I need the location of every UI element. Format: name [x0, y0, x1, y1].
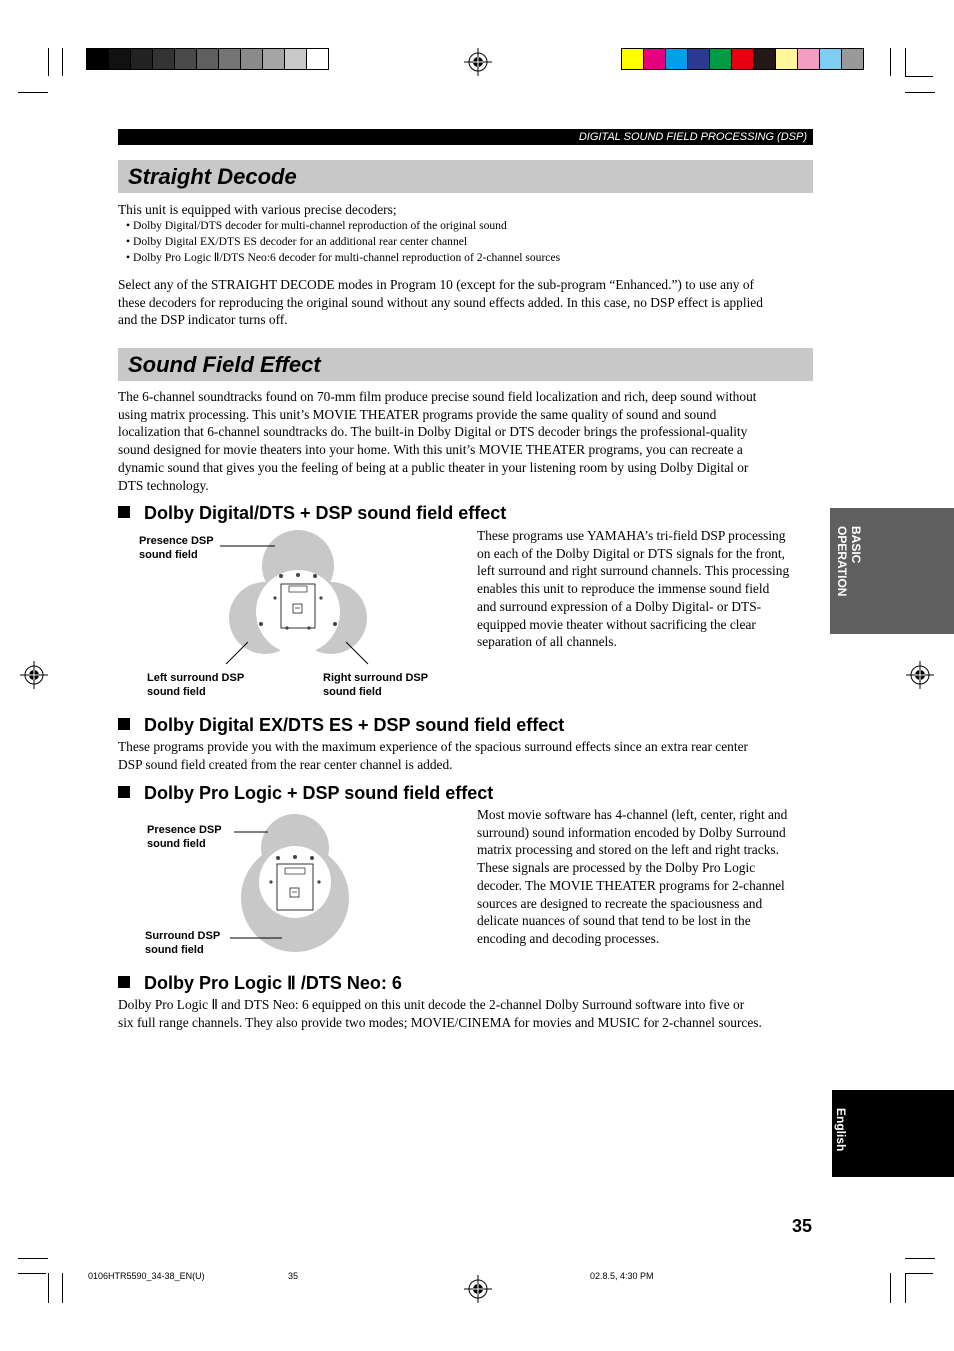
- sound-field-effect-title-bar: [118, 348, 813, 381]
- english-tab: [832, 1090, 954, 1177]
- color-swatch: [754, 49, 776, 69]
- color-swatch: [842, 49, 863, 69]
- straight-decode-paragraph: Select any of the STRAIGHT DECODE modes in Program 10 (except for the sub-program “Enhanced.”) to use any of these decoders for reproducing the original sound without any sound effects added. In this case, no DSP effect is applied and the DSP indicator turns off.: [118, 277, 763, 328]
- color-swatch: [710, 49, 732, 69]
- prologic2-heading: Dolby Pro Logic Ⅱ /DTS Neo: 6: [118, 972, 402, 994]
- footer-page: 35: [288, 1271, 299, 1281]
- diagram-leader-lines: [220, 540, 380, 670]
- square-bullet-icon: [118, 506, 130, 518]
- straight-decode-title-bar: [118, 160, 813, 193]
- color-swatch: [153, 49, 175, 69]
- color-bar: [621, 48, 864, 70]
- color-swatch: [131, 49, 153, 69]
- crop-mark: [905, 92, 935, 93]
- dd-dts-heading: Dolby Digital/DTS + DSP sound field effect: [118, 502, 506, 524]
- crop-mark: [62, 48, 63, 76]
- registration-target-icon: [464, 48, 492, 76]
- registration-target-icon: [906, 661, 934, 689]
- color-swatch: [644, 49, 666, 69]
- color-swatch: [307, 49, 328, 69]
- grayscale-bar: [86, 48, 329, 70]
- color-swatch: [798, 49, 820, 69]
- color-swatch: [732, 49, 754, 69]
- straight-decode-title: Straight Decode: [128, 164, 297, 189]
- square-bullet-icon: [118, 976, 130, 988]
- dd-ex-paragraph: These programs provide you with the maximum experience of the spacious surround effects since an extra rear center DSP sound field created from the rear center channel is added.: [118, 739, 748, 772]
- dd-ex-heading: Dolby Digital EX/DTS ES + DSP sound field effect: [118, 714, 564, 736]
- registration-target-icon: [20, 661, 48, 689]
- color-swatch: [197, 49, 219, 69]
- color-swatch: [688, 49, 710, 69]
- basic-operation-tab-label: BASIC OPERATION: [835, 526, 863, 597]
- footer-file-name: 0106HTR5590_34-38_EN(U): [88, 1271, 205, 1281]
- color-swatch: [285, 49, 307, 69]
- right-surround-dsp-label: Right surround DSP sound field: [323, 672, 429, 698]
- diagram-leader-lines: [230, 826, 290, 942]
- prologic-heading: Dolby Pro Logic + DSP sound field effect: [118, 782, 493, 804]
- crop-mark: [905, 1273, 933, 1274]
- page-number: 35: [792, 1216, 813, 1236]
- color-swatch: [175, 49, 197, 69]
- section-header-strip: [118, 129, 813, 145]
- crop-mark: [48, 1273, 49, 1303]
- decoder-list-item: • Dolby Pro Logic Ⅱ/DTS Neo:6 decoder for multi-channel reproduction of 2-channel sources: [126, 251, 561, 264]
- crop-mark: [18, 1273, 46, 1274]
- crop-mark: [890, 48, 891, 76]
- color-swatch: [666, 49, 688, 69]
- crop-mark: [890, 1273, 891, 1303]
- crop-mark: [905, 1273, 906, 1303]
- color-swatch: [219, 49, 241, 69]
- surround-dsp-label: Surround DSP sound field: [145, 930, 221, 956]
- crop-mark: [62, 1273, 63, 1303]
- color-swatch: [820, 49, 842, 69]
- decoder-list-item: • Dolby Digital EX/DTS ES decoder for an additional rear center channel: [126, 235, 468, 248]
- sound-field-effect-paragraph: The 6-channel soundtracks found on 70-mm film produce precise sound field localization and rich, deep sound without using matrix processing. This unit’s MOVIE THEATER programs provide the same quality of sound and sound localization that 6-channel soundtracks do. The built-in Dolby Digital or DTS decoder brings the professional-quality sound designed for movie theaters into your home. With this unit’s MOVIE THEATER programs, you can recreate a dynamic sound that gives you the feeling of being at a public theater in your listening room by using Dolby Digital or DTS technology.: [118, 389, 757, 493]
- prologic-description: Most movie software has 4-channel (left, center, right and surround) sound information encoded by Dolby Surround matrix processing and stored on the left and right tracks. These signals are processed by the Dolby Pro Logic decoder. The MOVIE THEATER programs for 2-channel sources are designed to recreate the spaciousness and delicate nuances of sound that tend to be lost in the encoding and decoding processes.: [477, 807, 788, 946]
- left-surround-dsp-label: Left surround DSP sound field: [147, 672, 245, 698]
- presence-dsp-label: Presence DSP sound field: [139, 535, 214, 561]
- square-bullet-icon: [118, 786, 130, 798]
- color-swatch: [622, 49, 644, 69]
- registration-target-icon: [464, 1275, 492, 1303]
- decoder-list-item: • Dolby Digital/DTS decoder for multi-channel reproduction of the original sound: [126, 219, 507, 232]
- crop-mark: [905, 76, 933, 77]
- footer-date: 02.8.5, 4:30 PM: [590, 1271, 654, 1281]
- square-bullet-icon: [118, 718, 130, 730]
- decoder-list: [126, 218, 560, 266]
- dd-dts-description: These programs use YAMAHA’s tri-field DSP processing on each of the Dolby Digital or DTS signals for the front, left surround and right surround channels. This processing enables this unit to reproduce the immense sound field and surround expression of a Dolby Digital- or DTS- equipped movie theater without sacrificing the clear separation of all channels.: [477, 528, 790, 650]
- color-swatch: [776, 49, 798, 69]
- crop-mark: [905, 1258, 935, 1259]
- section-header-text: DIGITAL SOUND FIELD PROCESSING (DSP): [578, 131, 807, 143]
- presence-dsp-label: Presence DSP sound field: [147, 824, 222, 850]
- crop-mark: [18, 92, 48, 93]
- basic-operation-tab: [830, 508, 954, 634]
- crop-mark: [18, 1258, 48, 1259]
- crop-mark: [48, 48, 49, 76]
- english-tab-label: English: [834, 1108, 848, 1152]
- color-swatch: [263, 49, 285, 69]
- color-swatch: [109, 49, 131, 69]
- sound-field-effect-title: Sound Field Effect: [128, 352, 321, 377]
- prologic2-paragraph: Dolby Pro Logic Ⅱ and DTS Neo: 6 equipped on this unit decode the 2-channel Dolby Surround software into five or six full range channels. They also provide two modes; MOVIE/CINEMA for movies and MUSIC for 2-channel sources.: [118, 997, 762, 1030]
- color-swatch: [241, 49, 263, 69]
- color-swatch: [87, 49, 109, 69]
- crop-mark: [905, 48, 906, 76]
- straight-decode-intro: This unit is equipped with various precise decoders;: [118, 202, 397, 217]
